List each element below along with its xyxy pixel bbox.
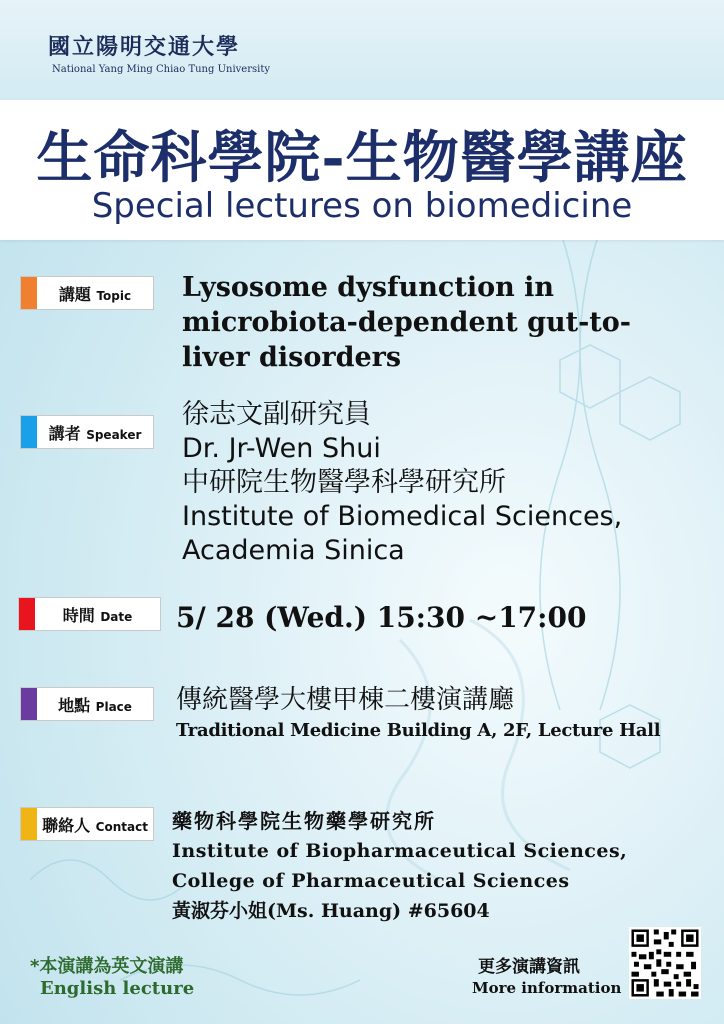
- contact-line: Institute of Biopharmaceutical Sciences,: [172, 840, 628, 862]
- label-topic: [20, 276, 154, 310]
- contact-line: College of Pharmaceutical Sciences: [172, 870, 570, 892]
- university-name-cn: 國立陽明交通大學: [48, 34, 241, 60]
- label-en: Place: [95, 699, 132, 714]
- label-cn: 時間: [62, 605, 95, 625]
- label-cn: 聯絡人: [42, 815, 91, 835]
- label-color-bar: [21, 416, 37, 448]
- label-en: Date: [100, 609, 133, 624]
- university-name-en: National Yang Ming Chiao Tung University: [52, 64, 270, 75]
- english-lecture-note-en: English lecture: [40, 978, 195, 999]
- label-cn: 講者: [48, 423, 81, 443]
- date-text: 5/ 28 (Wed.) 15:30 ~17:00: [176, 601, 587, 634]
- label-en: Contact: [95, 819, 148, 834]
- label-date: [18, 597, 161, 631]
- place-cn: 傳統醫學大樓甲棟二樓演講廳: [176, 685, 515, 715]
- more-info-cn: 更多演講資訊: [478, 957, 580, 977]
- label-color-bar: [21, 688, 37, 720]
- date-value: [176, 600, 586, 636]
- speaker-line: Dr. Jr-Wen Shui: [182, 433, 381, 464]
- label-en: Speaker: [86, 427, 142, 442]
- speaker-line: 徐志文副研究員: [182, 399, 371, 430]
- speaker-line: 中研院生物醫學科學研究所: [182, 467, 506, 498]
- label-contact: [20, 807, 154, 841]
- label-color-bar: [19, 598, 35, 630]
- label-cn: 地點: [58, 695, 91, 715]
- place-en: Traditional Medicine Building A, 2F, Lecture Hall: [176, 720, 661, 741]
- contact-line: 黃淑芬小姐(Ms. Huang) #65604: [172, 900, 490, 922]
- topic-line: liver disorders: [182, 342, 402, 373]
- qr-code-icon[interactable]: [629, 927, 701, 999]
- speaker-line: Academia Sinica: [182, 535, 405, 566]
- label-color-bar: [21, 808, 37, 840]
- topic-value: [182, 270, 631, 375]
- contact-line: 藥物科學院生物藥學研究所: [172, 809, 436, 833]
- topic-line: microbiota-dependent gut-to-: [182, 307, 631, 338]
- speaker-line: Institute of Biomedical Sciences,: [182, 501, 623, 532]
- topic-line: Lysosome dysfunction in: [182, 272, 555, 303]
- label-color-bar: [21, 277, 37, 309]
- header-band: [0, 0, 724, 100]
- label-place: [20, 687, 154, 721]
- more-info-en: More information: [472, 979, 622, 997]
- page-title-en: Special lectures on biomedicine: [91, 186, 633, 226]
- label-en: Topic: [96, 288, 132, 303]
- title-box: [0, 100, 724, 240]
- label-cn: 講題: [58, 284, 91, 304]
- contact-value: [172, 806, 627, 926]
- english-lecture-note-cn: *本演講為英文演講: [30, 956, 184, 977]
- page-title-cn: 生命科學院-生物醫學講座: [36, 125, 688, 191]
- label-speaker: [20, 415, 154, 449]
- speaker-value: [182, 398, 622, 568]
- place-value: [176, 682, 660, 744]
